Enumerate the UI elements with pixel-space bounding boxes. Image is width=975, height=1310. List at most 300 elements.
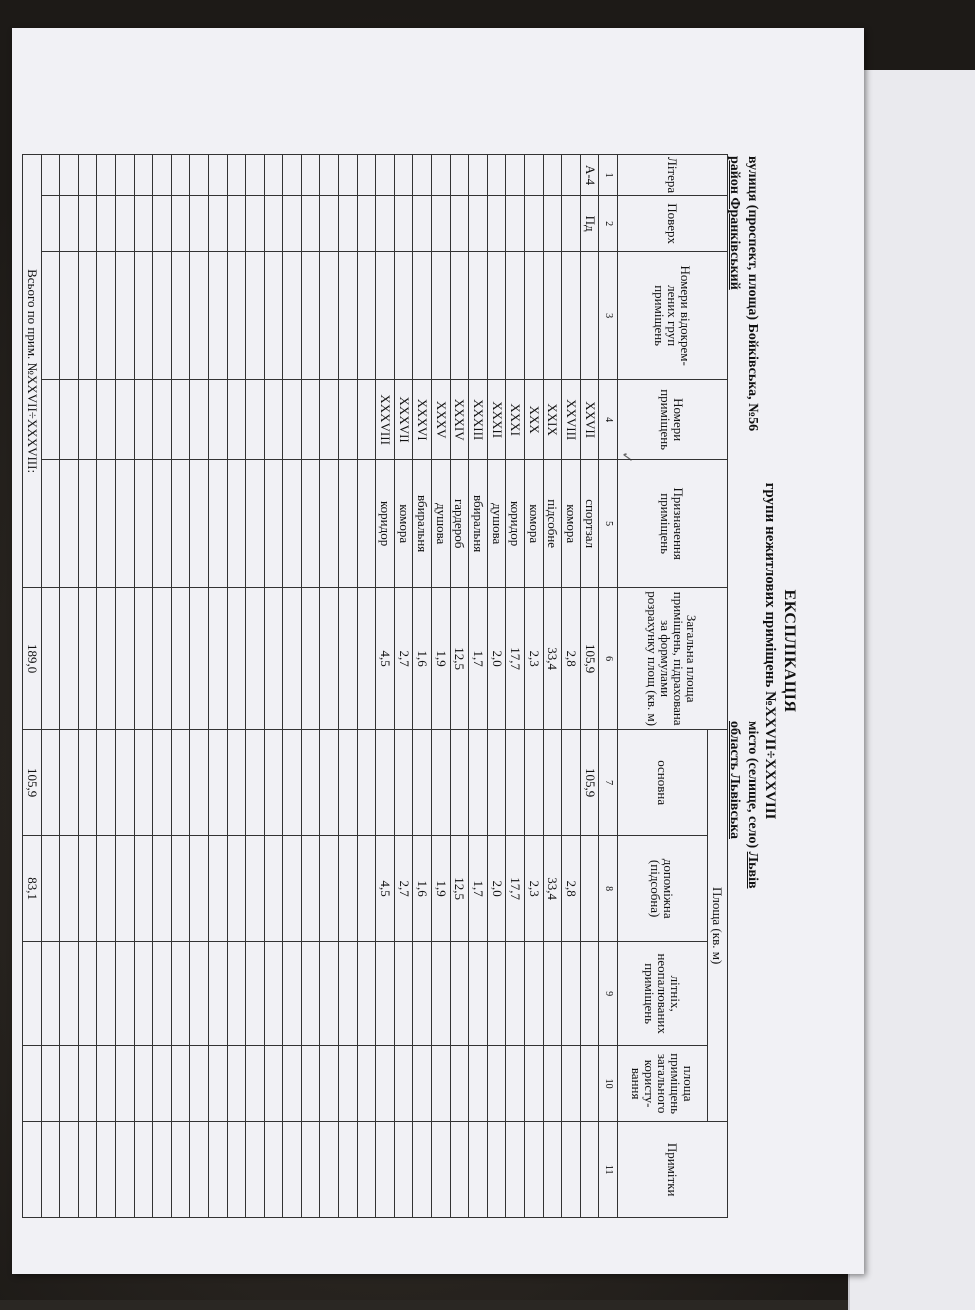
empty-row bbox=[171, 155, 190, 1218]
empty-cell bbox=[283, 1122, 302, 1218]
empty-cell bbox=[339, 196, 358, 252]
empty-cell bbox=[60, 460, 79, 588]
empty-cell bbox=[283, 588, 302, 730]
empty-row bbox=[208, 155, 227, 1218]
empty-cell bbox=[60, 588, 79, 730]
cell-litni bbox=[525, 942, 544, 1046]
empty-cell bbox=[97, 1046, 116, 1122]
cell-poverkh: Пд bbox=[580, 196, 599, 252]
cell-litera bbox=[413, 155, 432, 196]
cell-grupa bbox=[543, 252, 562, 380]
empty-cell bbox=[301, 588, 320, 730]
cell-zahalna: 2,3 bbox=[525, 588, 544, 730]
total-summer bbox=[23, 942, 42, 1046]
column-number: 9 bbox=[599, 942, 618, 1046]
empty-cell bbox=[246, 1046, 265, 1122]
empty-cell bbox=[283, 196, 302, 252]
table-row bbox=[562, 155, 581, 1218]
empty-cell bbox=[115, 1122, 134, 1218]
cell-pryznachennia: душова bbox=[487, 460, 506, 588]
empty-cell bbox=[301, 1046, 320, 1122]
empty-cell bbox=[41, 588, 60, 730]
empty-cell bbox=[357, 252, 376, 380]
empty-cell bbox=[134, 380, 153, 460]
cell-osnovna bbox=[543, 730, 562, 836]
cell-pryznachennia: вбиральня bbox=[469, 460, 488, 588]
cell-dopomizhna: 1,7 bbox=[469, 836, 488, 942]
header-notes: Примітки bbox=[618, 1122, 728, 1218]
empty-cell bbox=[339, 1046, 358, 1122]
cell-prymitky bbox=[394, 1122, 413, 1218]
column-number-row bbox=[599, 155, 618, 1218]
header-main: основна bbox=[618, 730, 708, 836]
empty-cell bbox=[97, 252, 116, 380]
empty-cell bbox=[246, 155, 265, 196]
cell-zahalnoho bbox=[450, 1046, 469, 1122]
empty-row bbox=[283, 155, 302, 1218]
empty-cell bbox=[227, 942, 246, 1046]
empty-row bbox=[41, 155, 60, 1218]
empty-cell bbox=[153, 196, 172, 252]
empty-cell bbox=[357, 942, 376, 1046]
empty-cell bbox=[339, 1122, 358, 1218]
cell-osnovna bbox=[562, 730, 581, 836]
empty-cell bbox=[97, 588, 116, 730]
empty-cell bbox=[115, 730, 134, 836]
empty-cell bbox=[171, 460, 190, 588]
empty-cell bbox=[78, 196, 97, 252]
cell-prymitky bbox=[432, 1122, 451, 1218]
cell-zahalna: 12,5 bbox=[450, 588, 469, 730]
table-row bbox=[543, 155, 562, 1218]
empty-cell bbox=[153, 252, 172, 380]
empty-cell bbox=[97, 730, 116, 836]
empty-cell bbox=[78, 942, 97, 1046]
column-number: 3 bbox=[599, 252, 618, 380]
empty-cell bbox=[357, 460, 376, 588]
empty-cell bbox=[60, 1046, 79, 1122]
empty-cell bbox=[41, 1122, 60, 1218]
cell-poverkh bbox=[413, 196, 432, 252]
cell-nomer: XXIX bbox=[543, 380, 562, 460]
total-auxiliary: 83,1 bbox=[23, 836, 42, 942]
empty-cell bbox=[115, 460, 134, 588]
address-left bbox=[724, 156, 760, 431]
cell-osnovna bbox=[506, 730, 525, 836]
column-number: 7 bbox=[599, 730, 618, 836]
empty-row bbox=[227, 155, 246, 1218]
cell-grupa bbox=[432, 252, 451, 380]
table-row bbox=[376, 155, 395, 1218]
empty-cell bbox=[301, 942, 320, 1046]
header-group-numbers: Номери відокрем-лених груп приміщень bbox=[618, 252, 728, 380]
empty-cell bbox=[171, 196, 190, 252]
cell-zahalnoho bbox=[394, 1046, 413, 1122]
table-row bbox=[469, 155, 488, 1218]
empty-cell bbox=[41, 460, 60, 588]
cell-poverkh bbox=[543, 196, 562, 252]
cell-litni bbox=[376, 942, 395, 1046]
empty-cell bbox=[264, 836, 283, 942]
header-total-area: Загальна площа приміщень, підрахована за формулами розрахунку площ (кв. м) bbox=[618, 588, 728, 730]
empty-cell bbox=[339, 380, 358, 460]
table-row bbox=[580, 155, 599, 1218]
empty-cell bbox=[283, 1046, 302, 1122]
empty-cell bbox=[208, 836, 227, 942]
cell-nomer: XXXIII bbox=[469, 380, 488, 460]
column-number: 11 bbox=[599, 1122, 618, 1218]
empty-cell bbox=[227, 196, 246, 252]
empty-cell bbox=[190, 588, 209, 730]
column-number: 8 bbox=[599, 836, 618, 942]
header-poverkh: Поверх bbox=[618, 196, 728, 252]
empty-row bbox=[320, 155, 339, 1218]
empty-cell bbox=[339, 942, 358, 1046]
cell-dopomizhna: 17,7 bbox=[506, 836, 525, 942]
empty-cell bbox=[339, 730, 358, 836]
empty-cell bbox=[78, 460, 97, 588]
cell-litera bbox=[376, 155, 395, 196]
empty-cell bbox=[246, 588, 265, 730]
empty-row bbox=[134, 155, 153, 1218]
cell-prymitky bbox=[562, 1122, 581, 1218]
empty-row bbox=[264, 155, 283, 1218]
cell-zahalna: 2,7 bbox=[394, 588, 413, 730]
empty-cell bbox=[60, 196, 79, 252]
cell-pryznachennia: коридор bbox=[376, 460, 395, 588]
header-litera: Літера bbox=[618, 155, 728, 196]
empty-cell bbox=[115, 196, 134, 252]
empty-cell bbox=[153, 588, 172, 730]
table-body bbox=[41, 155, 599, 1218]
cell-pryznachennia: спортзал bbox=[580, 460, 599, 588]
empty-cell bbox=[283, 380, 302, 460]
empty-cell bbox=[246, 942, 265, 1046]
total-label: Всього по прим. №XXVII÷XXXVIII: bbox=[23, 155, 42, 588]
cell-poverkh bbox=[376, 196, 395, 252]
empty-cell bbox=[227, 836, 246, 942]
rotated-content bbox=[12, 28, 864, 1274]
region-value: область Львівська bbox=[727, 721, 742, 839]
empty-cell bbox=[320, 252, 339, 380]
cell-litera bbox=[562, 155, 581, 196]
street-value: Бойківська, №56 bbox=[745, 323, 760, 432]
empty-cell bbox=[171, 1046, 190, 1122]
cell-nomer: XXXV bbox=[432, 380, 451, 460]
empty-cell bbox=[190, 155, 209, 196]
empty-cell bbox=[60, 836, 79, 942]
cell-litera bbox=[450, 155, 469, 196]
empty-cell bbox=[339, 155, 358, 196]
cell-poverkh bbox=[469, 196, 488, 252]
cell-poverkh bbox=[394, 196, 413, 252]
cell-zahalna: 1,6 bbox=[413, 588, 432, 730]
empty-cell bbox=[41, 155, 60, 196]
empty-cell bbox=[227, 730, 246, 836]
cell-osnovna bbox=[413, 730, 432, 836]
empty-cell bbox=[320, 1122, 339, 1218]
empty-cell bbox=[41, 252, 60, 380]
empty-cell bbox=[115, 1046, 134, 1122]
empty-cell bbox=[115, 155, 134, 196]
cell-osnovna bbox=[487, 730, 506, 836]
street-label: вулиця (проспект, площа) bbox=[745, 156, 760, 321]
empty-cell bbox=[246, 1122, 265, 1218]
empty-cell bbox=[357, 588, 376, 730]
cell-zahalnoho bbox=[487, 1046, 506, 1122]
cell-dopomizhna bbox=[580, 836, 599, 942]
empty-cell bbox=[153, 836, 172, 942]
cell-dopomizhna: 33,4 bbox=[543, 836, 562, 942]
empty-cell bbox=[134, 836, 153, 942]
empty-cell bbox=[357, 1122, 376, 1218]
column-number: 2 bbox=[599, 196, 618, 252]
empty-cell bbox=[264, 942, 283, 1046]
empty-cell bbox=[264, 1122, 283, 1218]
cell-nomer: XXXVIII bbox=[376, 380, 395, 460]
cell-nomer: XXVII bbox=[580, 380, 599, 460]
empty-cell bbox=[134, 1046, 153, 1122]
empty-cell bbox=[78, 836, 97, 942]
empty-cell bbox=[264, 196, 283, 252]
district-value: район Франківський bbox=[727, 156, 742, 290]
cell-pryznachennia: вбиральня bbox=[413, 460, 432, 588]
header-room-numbers: Номери приміщень bbox=[618, 380, 728, 460]
empty-cell bbox=[246, 836, 265, 942]
empty-cell bbox=[190, 836, 209, 942]
empty-cell bbox=[153, 942, 172, 1046]
cell-prymitky bbox=[376, 1122, 395, 1218]
empty-cell bbox=[153, 460, 172, 588]
cell-grupa bbox=[562, 252, 581, 380]
empty-cell bbox=[60, 380, 79, 460]
empty-row bbox=[357, 155, 376, 1218]
empty-cell bbox=[246, 252, 265, 380]
empty-cell bbox=[208, 155, 227, 196]
cell-pryznachennia: комора bbox=[562, 460, 581, 588]
empty-cell bbox=[227, 460, 246, 588]
explication-table bbox=[22, 154, 728, 1218]
total-main: 105,9 bbox=[23, 730, 42, 836]
document-title: ЕКСПЛІКАЦІЯ bbox=[781, 589, 798, 713]
empty-cell bbox=[320, 155, 339, 196]
empty-cell bbox=[78, 588, 97, 730]
empty-cell bbox=[134, 1122, 153, 1218]
empty-cell bbox=[171, 1122, 190, 1218]
empty-cell bbox=[301, 380, 320, 460]
empty-cell bbox=[208, 252, 227, 380]
empty-cell bbox=[301, 836, 320, 942]
empty-cell bbox=[227, 155, 246, 196]
cell-litera bbox=[394, 155, 413, 196]
empty-row bbox=[78, 155, 97, 1218]
cell-zahalnoho bbox=[506, 1046, 525, 1122]
cell-nomer: XXXVII bbox=[394, 380, 413, 460]
empty-cell bbox=[171, 730, 190, 836]
empty-cell bbox=[78, 155, 97, 196]
empty-cell bbox=[246, 196, 265, 252]
empty-cell bbox=[41, 1046, 60, 1122]
empty-cell bbox=[320, 460, 339, 588]
cell-pryznachennia: підсобне bbox=[543, 460, 562, 588]
cell-poverkh bbox=[450, 196, 469, 252]
empty-cell bbox=[301, 155, 320, 196]
empty-cell bbox=[301, 730, 320, 836]
empty-cell bbox=[78, 380, 97, 460]
cell-dopomizhna: 2,0 bbox=[487, 836, 506, 942]
empty-cell bbox=[339, 252, 358, 380]
empty-cell bbox=[339, 460, 358, 588]
cell-zahalnoho bbox=[525, 1046, 544, 1122]
cell-zahalna: 1,7 bbox=[469, 588, 488, 730]
cell-litni bbox=[413, 942, 432, 1046]
empty-cell bbox=[208, 942, 227, 1046]
empty-cell bbox=[339, 836, 358, 942]
cell-pryznachennia: душова bbox=[432, 460, 451, 588]
column-number: 4 bbox=[599, 380, 618, 460]
cell-zahalna: 2,0 bbox=[487, 588, 506, 730]
cell-grupa bbox=[525, 252, 544, 380]
cell-grupa bbox=[413, 252, 432, 380]
cell-litera bbox=[506, 155, 525, 196]
empty-cell bbox=[97, 1122, 116, 1218]
empty-cell bbox=[115, 588, 134, 730]
header-auxiliary: допоміжна (підсобна) bbox=[618, 836, 708, 942]
empty-cell bbox=[134, 942, 153, 1046]
cell-litni bbox=[580, 942, 599, 1046]
empty-cell bbox=[97, 196, 116, 252]
cell-prymitky bbox=[525, 1122, 544, 1218]
cell-nomer: XXVIII bbox=[562, 380, 581, 460]
cell-poverkh bbox=[432, 196, 451, 252]
empty-cell bbox=[283, 730, 302, 836]
empty-cell bbox=[134, 730, 153, 836]
empty-cell bbox=[320, 942, 339, 1046]
cell-litera bbox=[432, 155, 451, 196]
column-number: 1 bbox=[599, 155, 618, 196]
cell-prymitky bbox=[506, 1122, 525, 1218]
cell-litni bbox=[543, 942, 562, 1046]
cell-pryznachennia: коридор bbox=[506, 460, 525, 588]
empty-cell bbox=[264, 380, 283, 460]
empty-cell bbox=[190, 942, 209, 1046]
empty-cell bbox=[264, 730, 283, 836]
cell-litni bbox=[450, 942, 469, 1046]
empty-cell bbox=[208, 1046, 227, 1122]
cell-zahalna: 33,4 bbox=[543, 588, 562, 730]
cell-litera bbox=[525, 155, 544, 196]
empty-cell bbox=[301, 196, 320, 252]
empty-cell bbox=[208, 1122, 227, 1218]
empty-cell bbox=[301, 460, 320, 588]
cell-prymitky bbox=[450, 1122, 469, 1218]
empty-cell bbox=[320, 380, 339, 460]
cell-zahalnoho bbox=[432, 1046, 451, 1122]
cell-osnovna bbox=[469, 730, 488, 836]
empty-row bbox=[190, 155, 209, 1218]
cell-prymitky bbox=[469, 1122, 488, 1218]
header-purpose: Призначення приміщень bbox=[618, 460, 728, 588]
empty-cell bbox=[208, 380, 227, 460]
empty-cell bbox=[339, 588, 358, 730]
cell-litera bbox=[469, 155, 488, 196]
table-row bbox=[450, 155, 469, 1218]
table-row bbox=[413, 155, 432, 1218]
empty-cell bbox=[190, 460, 209, 588]
empty-cell bbox=[97, 380, 116, 460]
cell-osnovna bbox=[376, 730, 395, 836]
cell-litera bbox=[543, 155, 562, 196]
cell-osnovna bbox=[432, 730, 451, 836]
cell-nomer: XXXI bbox=[506, 380, 525, 460]
empty-cell bbox=[283, 155, 302, 196]
empty-cell bbox=[320, 588, 339, 730]
cell-nomer: XXX bbox=[525, 380, 544, 460]
cell-litni bbox=[469, 942, 488, 1046]
empty-cell bbox=[41, 836, 60, 942]
city-value: Львів bbox=[745, 851, 760, 889]
cell-zahalnoho bbox=[469, 1046, 488, 1122]
cell-litni bbox=[432, 942, 451, 1046]
empty-cell bbox=[115, 942, 134, 1046]
empty-row bbox=[60, 155, 79, 1218]
empty-cell bbox=[153, 155, 172, 196]
cell-poverkh bbox=[525, 196, 544, 252]
table-row bbox=[394, 155, 413, 1218]
cell-nomer: XXXVI bbox=[413, 380, 432, 460]
empty-cell bbox=[41, 730, 60, 836]
empty-cell bbox=[134, 460, 153, 588]
cell-osnovna bbox=[394, 730, 413, 836]
table-row bbox=[525, 155, 544, 1218]
empty-cell bbox=[97, 460, 116, 588]
cell-grupa bbox=[506, 252, 525, 380]
empty-row bbox=[339, 155, 358, 1218]
cell-poverkh bbox=[487, 196, 506, 252]
empty-cell bbox=[357, 1046, 376, 1122]
cell-dopomizhna: 1,9 bbox=[432, 836, 451, 942]
column-number: 10 bbox=[599, 1046, 618, 1122]
empty-cell bbox=[283, 942, 302, 1046]
cell-osnovna bbox=[450, 730, 469, 836]
empty-cell bbox=[208, 730, 227, 836]
empty-row bbox=[97, 155, 116, 1218]
cell-grupa bbox=[469, 252, 488, 380]
cell-zahalnoho bbox=[580, 1046, 599, 1122]
check-mark-icon: ✓ bbox=[618, 451, 634, 464]
city-label: місто (селище, село) bbox=[745, 721, 760, 849]
total-notes bbox=[23, 1122, 42, 1218]
cell-prymitky bbox=[487, 1122, 506, 1218]
cell-litni bbox=[506, 942, 525, 1046]
column-number: 5 bbox=[599, 460, 618, 588]
empty-cell bbox=[153, 730, 172, 836]
empty-cell bbox=[320, 196, 339, 252]
empty-cell bbox=[246, 460, 265, 588]
empty-row bbox=[153, 155, 172, 1218]
document-sheet bbox=[12, 28, 864, 1274]
empty-cell bbox=[190, 730, 209, 836]
empty-cell bbox=[153, 380, 172, 460]
empty-cell bbox=[301, 252, 320, 380]
table-row bbox=[506, 155, 525, 1218]
cell-litni bbox=[394, 942, 413, 1046]
empty-cell bbox=[264, 252, 283, 380]
empty-row bbox=[246, 155, 265, 1218]
address-right bbox=[724, 721, 760, 889]
empty-cell bbox=[134, 252, 153, 380]
empty-cell bbox=[171, 942, 190, 1046]
